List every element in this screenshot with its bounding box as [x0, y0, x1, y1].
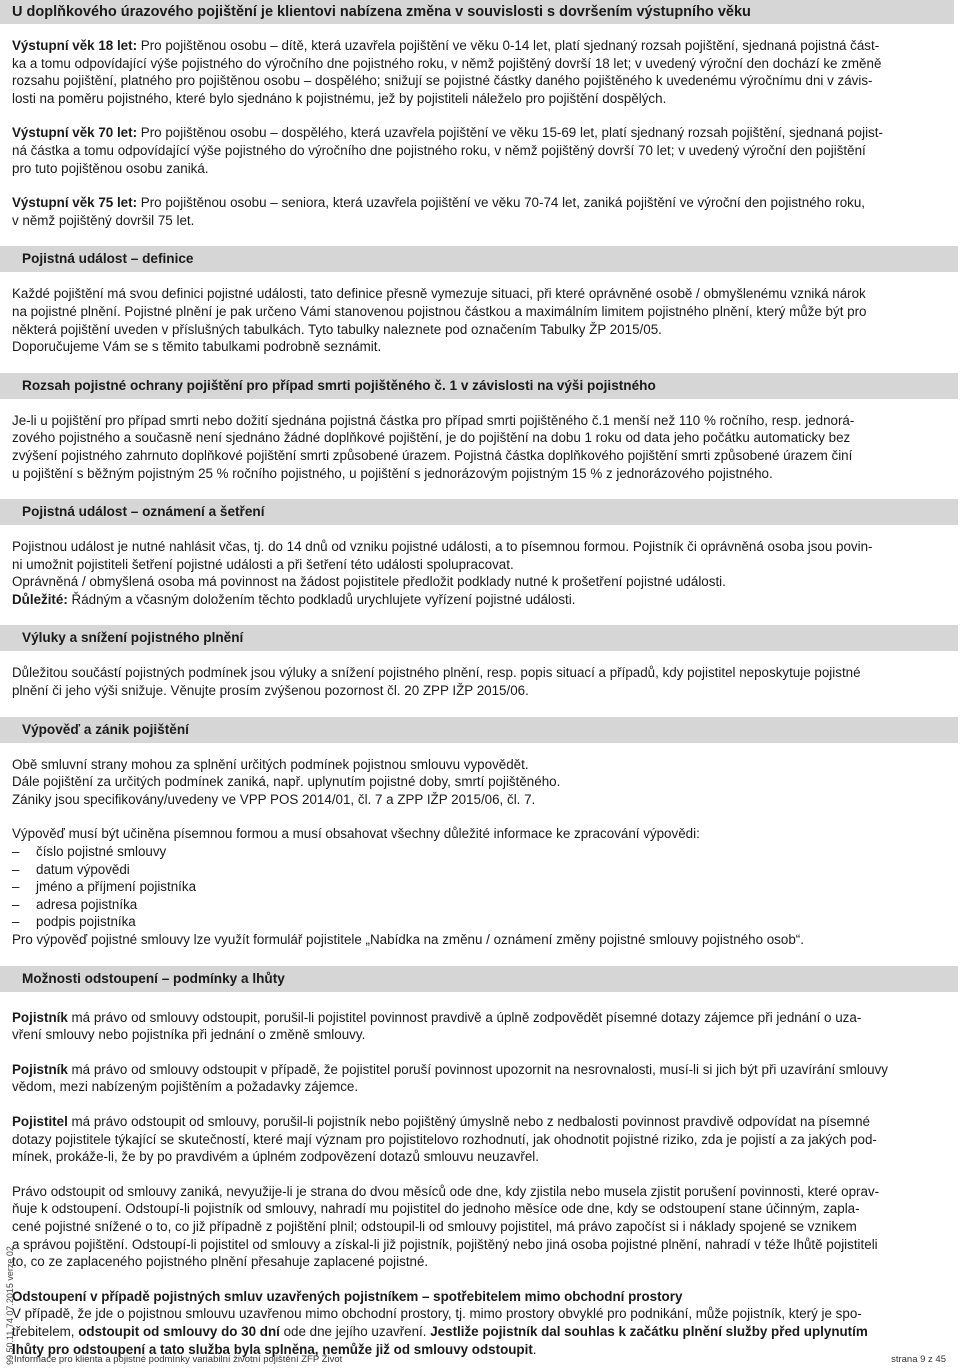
label-pojistnik: Pojistník — [12, 1061, 68, 1077]
label-vek18: Výstupní věk 18 let: — [12, 38, 138, 53]
text-line: Každé pojištění má svou definici pojistné události, tato definice přesně vymezuje situaci, při které oprávněné osobě / obmyšlenému vzniká nárok — [12, 286, 866, 302]
text-line: zového pojistného a současně není sjednáno žádné doplňkové pojištění, je do pojištění na dobu 1 roku od data jeho počátku automaticky bez — [12, 430, 851, 446]
paragraph-vek70 — [12, 124, 948, 142]
text-line: losti na poměru pojistného, které bylo sjednáno k pojistnému, jež by pojistiteli náleželo pro pojištění dospělých. — [12, 90, 667, 106]
text-line: zvýšení pojistného zahrnuto doplňkové pojištění smrti způsobené úrazem. Pojistná částka doplňkového pojištění smrti způsobené úrazem činí — [12, 447, 853, 463]
bold-span: Jestliže pojistník dal souhlas k začátku plnění služby před uplynutím — [430, 1323, 868, 1339]
page-title: U doplňkového úrazového pojištění je klientovi nabízena změna v souvislosti s dovršením výstupního věku — [0, 0, 954, 24]
text-line: cené pojistné snížené o to, co již případně z pojištění plnil; odstoupil-li od smlouvy pojistitel, má právo započíst si i náklady spojené se vznikem — [12, 1218, 857, 1234]
paragraph-vek75 — [12, 194, 948, 212]
text-line: Výpověď musí být učiněna písemnou formou a musí obsahovat všechny důležité informace ke zpracování výpovědi: — [12, 826, 700, 842]
text-line — [12, 591, 948, 609]
text-line: dotazy pojistitele týkající se skutečností, které mají význam pro pojistitelovo rozhodnutí, jak ohodnotit pojistné riziko, zda je pojistí a za jakých pod- — [12, 1131, 877, 1147]
section-heading-vyluky: Výluky a snížení pojistného plnění — [0, 625, 958, 651]
label-dulezite: Důležité: — [12, 591, 68, 607]
text-line: ni umožnit pojistiteli šetření pojistné události a při šetření této události spolupracovat. — [12, 556, 514, 572]
text-line: v němž pojištěný dovršil 75 let. — [12, 212, 195, 228]
text-line — [12, 1323, 948, 1341]
text-line: to, co ze zaplaceného pojistného plnění přesahuje zaplacené pojistné. — [12, 1254, 429, 1270]
text-line: plnění či jeho výši snižuje. Věnujte prosím zvýšenou pozornost čl. 20 ZPP IŽP 2015/06. — [12, 683, 529, 699]
subheading-spotrebitel — [12, 1288, 948, 1306]
text-line — [12, 1061, 948, 1079]
text-line: některá pojištění uveden v příslušných tabulkách. Tyto tabulky naleznete pod označením Tabulky ŽP 2015/05. — [12, 321, 662, 337]
text-line: ka a tomu odpovídající výše pojistného do výročního dne pojistného roku, v němž pojištěný dovrší 18 let; v uvedený výroční den dochází ke změně — [12, 55, 882, 71]
text-span: . — [532, 1341, 537, 1357]
bold-span: lhůty pro odstoupení a tato služba byla splněna, nemůže již od smlouvy odstoupit — [12, 1341, 533, 1357]
text-line: Důležitou součástí pojistných podmínek jsou výluky a snížení pojistného plnění, resp. popis situací a případů, kdy pojistitel neposkytuje pojistné — [12, 665, 861, 681]
text-line: má právo od smlouvy odstoupit v případě, že pojistitel poruší povinnost upozornit na nesrovnalosti, musí-li si jich být při uzavírání smlouvy — [67, 1061, 889, 1077]
text-line — [12, 1009, 948, 1027]
list-item: – adresa pojistníka — [12, 896, 948, 914]
side-document-code — [2, 1160, 14, 1370]
text-line: Obě smluvní strany mohou za splnění určitých podmínek pojistnou smlouvu vypovědět. — [12, 756, 529, 772]
list-item: – datum výpovědi — [12, 861, 948, 879]
text-line: Dále pojištění za určitých podmínek zaniká, např. uplynutím pojistné doby, smrtí pojištěného. — [12, 774, 561, 790]
label-pojistnik: Pojistník — [12, 1009, 68, 1025]
subheading-text: Odstoupení v případě pojistných smluv uzavřených pojistníkem – spotřebitelem mimo obchodní prostory — [12, 1288, 683, 1304]
paragraph-vek18 — [12, 37, 948, 55]
text-line: u pojištění s běžným pojistným 25 % ročního pojistného, u pojištění s jednorázovým pojistným 15 % z jednorázového pojistného. — [12, 465, 773, 481]
text-line: má právo odstoupit od smlouvy, porušil-li pojistník nebo pojištěný úmyslně nebo z nedbalosti povinnost pravdivě odpovídat na písemné — [67, 1113, 870, 1129]
text-span: třebitelem, — [12, 1323, 79, 1339]
text-line: má právo od smlouvy odstoupit, porušil-li pojistitel povinnost pravdivě a úplně zodpovědět písemné dotazy zájemce při jednání o uza- — [67, 1009, 862, 1025]
list-item: – jméno a příjmení pojistníka — [12, 878, 948, 896]
text-line: vědom, mezi nabízeným pojištěním a požadavky zájemce. — [12, 1079, 359, 1095]
text-line: Zániky jsou specifikovány/uvedeny ve VPP POS 2014/01, čl. 7 a ZPP IŽP 2015/06, čl. 7. — [12, 791, 536, 807]
text-line: a správou pojištění. Odstoupí-li pojistitel od smlouvy a získal-li již pojistník, pojištěný nebo jiná osoba pojistné plnění, nahradí v téže lhůtě pojistiteli — [12, 1236, 878, 1252]
section-heading-oznameni: Pojistná událost – oznámení a šetření — [0, 499, 958, 525]
text-line: rozsahu pojištění, platného pro pojištěnou osobu – dospělého; snižují se pojistné částky daného pojištěného k uvedenému výročnímu dni v závis- — [12, 73, 873, 89]
text-line: Pro pojištěnou osobu – seniora, která uzavřela pojištění ve věku 70-74 let, zaniká pojištění ve výroční den pojistného roku, — [140, 195, 866, 211]
text-line: Je-li u pojištění pro případ smrti nebo dožití sjednána pojistná částka pro případ smrti pojištěného č.1 menší než 110 % ročního, resp. jednorá- — [12, 412, 855, 428]
text-line: V případě, že jde o pojistnou smlouvu uzavřenou mimo obchodní prostory, tj. mimo prostory obvyklé pro podnikání, může pojistník, který je spo- — [12, 1306, 862, 1322]
text-line: Pro výpověď pojistné smlouvy lze využít formulář pojistitele „Nabídka na změnu / oznámení změny pojistné smlouvy pojistného osob“. — [12, 932, 804, 947]
text-line: Oprávněná / obmyšlená osoba má povinnost na žádost pojistitele předložit podklady nutné k prošetření pojistné události. — [12, 574, 726, 590]
text-line: na pojistné plnění. Pojistné plnění je pak určeno Vámi stanovenou pojistnou částkou a maximálním limitem pojistného plnění, který může být pro — [12, 303, 867, 319]
label-vek70: Výstupní věk 70 let: — [12, 125, 138, 141]
text-line: vření smlouvy nebo pojistníka při jednání o změně smlouvy. — [12, 1027, 366, 1043]
document-page — [12, 0, 948, 1358]
text-line — [12, 1113, 948, 1131]
section-heading-rozsah: Rozsah pojistné ochrany pojištění pro případ smrti pojištěného č. 1 v závislosti na výši pojistného — [0, 373, 958, 399]
page-number: strana 9 z 45 — [891, 1354, 946, 1365]
text-line: Řádným a včasným doložením těchto podkladů urychlujete vyřízení pojistné události. — [67, 591, 576, 607]
text-line: Právo odstoupit od smlouvy zaniká, nevyužije-li je strana do dvou měsíců ode dne, kdy zjistila nebo musela zjistit porušení povinnosti, které oprav- — [12, 1183, 880, 1199]
list-item: – číslo pojistné smlouvy — [12, 843, 948, 861]
text-line: Pro pojištěnou osobu – dítě, která uzavřela pojištění ve věku 0-14 let, platí sjednaný rozsah pojištění, sjednaná pojistná část- — [140, 38, 880, 53]
section-heading-definice: Pojistná událost – definice — [0, 246, 958, 272]
section-heading-odstoupeni: Možnosti odstoupení – podmínky a lhůty — [0, 966, 958, 992]
text-line: ná částka a tomu odpovídající výše pojistného do výročního dne pojistného roku, v němž pojištěný dovrší 70 let; v uvedený výroční den pojištění — [12, 142, 866, 158]
text-line: mínek, prokáže-li, že by po pravdivém a úplném zodpovězení dotazů smlouvu neuzavřel. — [12, 1149, 539, 1165]
text-line: Pro pojištěnou osobu – dospělého, která uzavřela pojištění ve věku 15-69 let, platí sjednaný rozsah pojištění, sjednaná pojist- — [140, 125, 883, 141]
bold-span: odstoupit od smlouvy do 30 dní — [78, 1323, 280, 1339]
label-pojistitel: Pojistitel — [12, 1113, 68, 1129]
text-span: ode dne jejího uzavření. — [279, 1323, 431, 1339]
text-line: pro tuto pojištěnou osobu zaniká. — [12, 160, 209, 176]
label-vek75: Výstupní věk 75 let: — [12, 195, 138, 211]
document-code-text: 99.50.11.74 07.2015 verze 02 — [5, 1246, 15, 1365]
text-line: Pojistnou událost je nutné nahlásit včas, tj. do 14 dnů od vzniku pojistné události, a to písemnou formou. Pojistník či oprávněná osoba jsou povin- — [12, 539, 873, 555]
text-line: ňuje k odstoupení. Odstoupí-li pojistník od smlouvy, nahradí mu pojistitel do jednoho měsíce ode dne, kdy se odstoupení stane účinným, zapla- — [12, 1201, 860, 1217]
section-heading-vypoved: Výpověď a zánik pojištění — [0, 717, 958, 743]
footer-document-name: Informace pro klienta a pojistné podmínky variabilní životní pojištění ZFP Život — [14, 1354, 343, 1365]
list-item: – podpis pojistníka — [12, 913, 948, 931]
text-line: Doporučujeme Vám se s těmito tabulkami podrobně seznámit. — [12, 339, 382, 355]
